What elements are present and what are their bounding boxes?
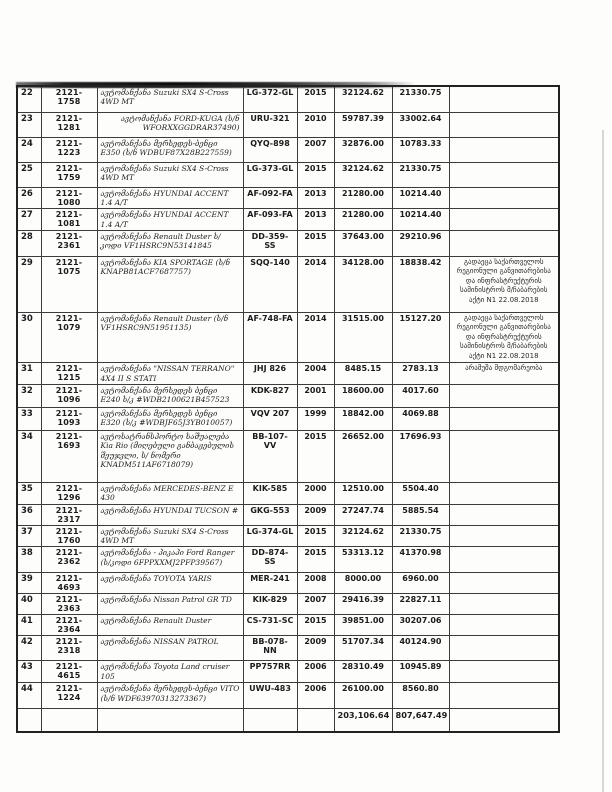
residual-value-cell: 21330.75 xyxy=(392,525,449,547)
initial-value-cell: 12510.00 xyxy=(334,482,392,504)
table-row xyxy=(17,384,559,407)
license-plate-cell: SQQ-140 xyxy=(243,257,297,313)
note-cell xyxy=(449,661,559,683)
inventory-code-cell: 2121-1760 xyxy=(41,525,97,547)
inventory-code-cell: 2121-1281 xyxy=(41,112,97,137)
year-cell: 2015 xyxy=(297,525,334,547)
year-cell: 2006 xyxy=(297,661,334,683)
initial-value-cell: 32124.62 xyxy=(334,525,392,547)
row-number-cell: 22 xyxy=(17,86,41,112)
table-row xyxy=(17,547,559,573)
initial-value-cell: 51707.34 xyxy=(334,636,392,661)
year-cell: 1999 xyxy=(297,407,334,430)
inventory-code-cell: 2121-2362 xyxy=(41,547,97,573)
description-cell xyxy=(97,709,243,732)
table-row xyxy=(17,573,559,594)
license-plate-cell: URU-321 xyxy=(243,112,297,137)
initial-value-cell: 28310.49 xyxy=(334,661,392,683)
row-number-cell: 38 xyxy=(17,547,41,573)
note-cell xyxy=(449,504,559,525)
residual-value-cell: 15127.20 xyxy=(392,313,449,363)
initial-value-cell: 37643.00 xyxy=(334,231,392,257)
inventory-code-cell: 2121-2361 xyxy=(41,231,97,257)
residual-value-cell: 807,647.49 xyxy=(392,709,449,732)
year-cell: 2014 xyxy=(297,313,334,363)
initial-value-cell: 21280.00 xyxy=(334,209,392,231)
inventory-code-cell: 2121-1693 xyxy=(41,430,97,482)
description-cell: ავტომანქანა HYUNDAI ACCENT 1.4 A/T xyxy=(97,209,243,231)
note-cell xyxy=(449,407,559,430)
table-row xyxy=(17,187,559,209)
row-number-cell: 35 xyxy=(17,482,41,504)
year-cell: 2015 xyxy=(297,231,334,257)
note-cell xyxy=(449,187,559,209)
license-plate-cell: GKG-553 xyxy=(243,504,297,525)
residual-value-cell: 8560.80 xyxy=(392,683,449,709)
license-plate-cell: BB-107-VV xyxy=(243,430,297,482)
table-row xyxy=(17,407,559,430)
residual-value-cell: 40124.90 xyxy=(392,636,449,661)
row-number-cell: 24 xyxy=(17,137,41,162)
description-cell: ავტომანქანა Renault Duster xyxy=(97,615,243,636)
row-number-cell: 32 xyxy=(17,384,41,407)
year-cell: 2015 xyxy=(297,547,334,573)
row-number-cell: 42 xyxy=(17,636,41,661)
initial-value-cell: 59787.39 xyxy=(334,112,392,137)
note-cell: არამუშა მდგომარეობა xyxy=(449,363,559,385)
license-plate-cell: QYQ-898 xyxy=(243,137,297,162)
residual-value-cell: 5885.54 xyxy=(392,504,449,525)
note-cell xyxy=(449,482,559,504)
description-cell: ავტომანქანა MERCEDES-BENZ E 430 xyxy=(97,482,243,504)
residual-value-cell: 22827.11 xyxy=(392,594,449,615)
description-cell: ავტომანქანა მერსედეს-ბენცი E350 (ს/ნ WDBUF87X28B227559) xyxy=(97,137,243,162)
license-plate-cell: AF-748-FA xyxy=(243,313,297,363)
year-cell: 2008 xyxy=(297,573,334,594)
initial-value-cell: 26100.00 xyxy=(334,683,392,709)
note-cell xyxy=(449,594,559,615)
row-number-cell xyxy=(17,709,41,732)
initial-value-cell: 31515.00 xyxy=(334,313,392,363)
description-cell: ავტომანქანა "NISSAN TERRANO" 4X4 II S STATI xyxy=(97,363,243,385)
license-plate-cell: LG-372-GL xyxy=(243,86,297,112)
description-cell: ავტომანქანა Suzuki SX4 S-Cross 4WD MT xyxy=(97,86,243,112)
row-number-cell: 28 xyxy=(17,231,41,257)
license-plate-cell: LG-373-GL xyxy=(243,162,297,187)
residual-value-cell: 2783.13 xyxy=(392,363,449,385)
initial-value-cell: 32876.00 xyxy=(334,137,392,162)
scan-edge-artifact xyxy=(602,130,604,792)
residual-value-cell: 5504.40 xyxy=(392,482,449,504)
table-row xyxy=(17,661,559,683)
table-row xyxy=(17,313,559,363)
residual-value-cell: 41370.98 xyxy=(392,547,449,573)
table-row xyxy=(17,683,559,709)
description-cell: ავტომანქანა Nissan Patrol GR TD xyxy=(97,594,243,615)
note-cell xyxy=(449,86,559,112)
row-number-cell: 27 xyxy=(17,209,41,231)
table-row xyxy=(17,162,559,187)
residual-value-cell: 30207.06 xyxy=(392,615,449,636)
year-cell: 2009 xyxy=(297,504,334,525)
initial-value-cell: 53313.12 xyxy=(334,547,392,573)
row-number-cell: 44 xyxy=(17,683,41,709)
initial-value-cell: 8000.00 xyxy=(334,573,392,594)
license-plate-cell: KDK-827 xyxy=(243,384,297,407)
initial-value-cell: 18842.00 xyxy=(334,407,392,430)
note-cell xyxy=(449,573,559,594)
residual-value-cell: 18838.42 xyxy=(392,257,449,313)
license-plate-cell: VQV 207 xyxy=(243,407,297,430)
license-plate-cell: PP757RR xyxy=(243,661,297,683)
license-plate-cell: JHJ 826 xyxy=(243,363,297,385)
row-number-cell: 23 xyxy=(17,112,41,137)
residual-value-cell: 17696.93 xyxy=(392,430,449,482)
note-cell xyxy=(449,683,559,709)
initial-value-cell: 26652.00 xyxy=(334,430,392,482)
license-plate-cell xyxy=(243,709,297,732)
license-plate-cell: DD-874-SS xyxy=(243,547,297,573)
license-plate-cell: AF-093-FA xyxy=(243,209,297,231)
year-cell: 2015 xyxy=(297,162,334,187)
residual-value-cell: 29210.96 xyxy=(392,231,449,257)
year-cell: 2013 xyxy=(297,209,334,231)
description-cell: ავტომანქანა Renault Duster (ს/ნ VF1HSRC9N51951135) xyxy=(97,313,243,363)
table-row xyxy=(17,112,559,137)
inventory-code-cell: 2121-1758 xyxy=(41,86,97,112)
year-cell: 2001 xyxy=(297,384,334,407)
table-row xyxy=(17,482,559,504)
row-number-cell: 30 xyxy=(17,313,41,363)
initial-value-cell: 27247.74 xyxy=(334,504,392,525)
note-cell xyxy=(449,430,559,482)
table-row xyxy=(17,594,559,615)
license-plate-cell: CS-731-SC xyxy=(243,615,297,636)
note-cell xyxy=(449,112,559,137)
description-cell: ავტომანქანა NISSAN PATROL xyxy=(97,636,243,661)
note-cell xyxy=(449,231,559,257)
note-cell: გადაეცა საქართველოს რეგიონული განვითარებისა და ინფრასტრუქტურის სამინისტროს მ/ჩაბარების აქტი N1 22.08.2018 xyxy=(449,257,559,313)
initial-value-cell: 32124.62 xyxy=(334,86,392,112)
license-plate-cell: BB-078-NN xyxy=(243,636,297,661)
note-cell xyxy=(449,615,559,636)
initial-value-cell: 29416.39 xyxy=(334,594,392,615)
year-cell: 2015 xyxy=(297,615,334,636)
description-cell: ავტომანქანა მერსედეს-ბენცი VITO (ს/ნ WDF63970313273367) xyxy=(97,683,243,709)
year-cell: 2013 xyxy=(297,187,334,209)
note-cell xyxy=(449,209,559,231)
table-row xyxy=(17,636,559,661)
inventory-code-cell: 2121-2363 xyxy=(41,594,97,615)
table-row xyxy=(17,504,559,525)
description-cell: ავტომანქანა - პიკაპი Ford Ranger (ს/კოდი 6FPPXXMJ2PFP39567) xyxy=(97,547,243,573)
initial-value-cell: 18600.00 xyxy=(334,384,392,407)
initial-value-cell: 203,106.64 xyxy=(334,709,392,732)
year-cell: 2015 xyxy=(297,430,334,482)
row-number-cell: 39 xyxy=(17,573,41,594)
description-cell: ავტომანქანა Suzuki SX4 S-Cross 4WD MT xyxy=(97,162,243,187)
initial-value-cell: 8485.15 xyxy=(334,363,392,385)
license-plate-cell: LG-374-GL xyxy=(243,525,297,547)
inventory-code-cell: 2121-1075 xyxy=(41,257,97,313)
residual-value-cell: 10214.40 xyxy=(392,209,449,231)
note-cell: გადაეცა საქართველოს რეგიონული განვითარებისა და ინფრასტრუქტურის სამინისტროს მ/ჩაბარების აქტი N1 22.08.2018 xyxy=(449,313,559,363)
description-cell: ავტომანქანა Renault Duster ს/კოდი VF1HSRC9N53141845 xyxy=(97,231,243,257)
inventory-code-cell: 2121-1215 xyxy=(41,363,97,385)
description-cell: ავტომანქანა მერსედეს ბენცი E320 (ს/კ #WDBJF65J3YB010057) xyxy=(97,407,243,430)
inventory-code-cell: 2121-1223 xyxy=(41,137,97,162)
description-cell: ავტომანქანა Toyota Land cruiser 105 xyxy=(97,661,243,683)
year-cell: 2007 xyxy=(297,594,334,615)
table-row xyxy=(17,137,559,162)
table-row xyxy=(17,257,559,313)
year-cell: 2014 xyxy=(297,257,334,313)
description-cell: ავტომანქანა HYUNDAI ACCENT 1.4 A/T xyxy=(97,187,243,209)
residual-value-cell: 4017.60 xyxy=(392,384,449,407)
inventory-code-cell: 2121-1296 xyxy=(41,482,97,504)
row-number-cell: 34 xyxy=(17,430,41,482)
residual-value-cell: 10214.40 xyxy=(392,187,449,209)
year-cell: 2015 xyxy=(297,86,334,112)
inventory-code-cell: 2121-1759 xyxy=(41,162,97,187)
residual-value-cell: 6960.00 xyxy=(392,573,449,594)
row-number-cell: 41 xyxy=(17,615,41,636)
license-plate-cell: KIK-585 xyxy=(243,482,297,504)
inventory-code-cell: 2121-1079 xyxy=(41,313,97,363)
inventory-code-cell: 2121-1224 xyxy=(41,683,97,709)
description-cell: ავტომანქანა Suzuki SX4 S-Cross 4WD MT xyxy=(97,525,243,547)
row-number-cell: 33 xyxy=(17,407,41,430)
license-plate-cell: MER-241 xyxy=(243,573,297,594)
residual-value-cell: 21330.75 xyxy=(392,162,449,187)
table-row xyxy=(17,525,559,547)
residual-value-cell: 10945.89 xyxy=(392,661,449,683)
inventory-code-cell: 2121-1093 xyxy=(41,407,97,430)
table-row xyxy=(17,430,559,482)
year-cell: 2004 xyxy=(297,363,334,385)
initial-value-cell: 21280.00 xyxy=(334,187,392,209)
year-cell: 2000 xyxy=(297,482,334,504)
note-cell xyxy=(449,525,559,547)
table-row xyxy=(17,209,559,231)
note-cell xyxy=(449,709,559,732)
row-number-cell: 29 xyxy=(17,257,41,313)
row-number-cell: 31 xyxy=(17,363,41,385)
residual-value-cell: 21330.75 xyxy=(392,86,449,112)
inventory-code-cell: 2121-4615 xyxy=(41,661,97,683)
row-number-cell: 40 xyxy=(17,594,41,615)
table-row xyxy=(17,231,559,257)
inventory-code-cell xyxy=(41,709,97,732)
description-cell: ავტომანქანა FORD-KUGA (ს/ნ WFORXXGGDRAR37490) xyxy=(97,112,243,137)
license-plate-cell: AF-092-FA xyxy=(243,187,297,209)
row-number-cell: 36 xyxy=(17,504,41,525)
note-cell xyxy=(449,162,559,187)
inventory-code-cell: 2121-1096 xyxy=(41,384,97,407)
description-cell: ავტომანქანა KIA SPORTAGE (ს/ნ KNAPB81ACF7687757) xyxy=(97,257,243,313)
inventory-code-cell: 2121-2364 xyxy=(41,615,97,636)
license-plate-cell: KIK-829 xyxy=(243,594,297,615)
description-cell: ავტომანქანა TOYOTA YARIS xyxy=(97,573,243,594)
table-row xyxy=(17,615,559,636)
note-cell xyxy=(449,547,559,573)
year-cell: 2010 xyxy=(297,112,334,137)
initial-value-cell: 39851.00 xyxy=(334,615,392,636)
year-cell: 2009 xyxy=(297,636,334,661)
inventory-code-cell: 2121-2318 xyxy=(41,636,97,661)
license-plate-cell: DD-359-SS xyxy=(243,231,297,257)
license-plate-cell: UWU-483 xyxy=(243,683,297,709)
row-number-cell: 37 xyxy=(17,525,41,547)
note-cell xyxy=(449,384,559,407)
row-number-cell: 26 xyxy=(17,187,41,209)
table-row xyxy=(17,363,559,385)
row-number-cell: 25 xyxy=(17,162,41,187)
initial-value-cell: 32124.62 xyxy=(334,162,392,187)
vehicle-table-body xyxy=(17,86,559,732)
residual-value-cell: 4069.88 xyxy=(392,407,449,430)
residual-value-cell: 33002.64 xyxy=(392,112,449,137)
inventory-code-cell: 2121-1080 xyxy=(41,187,97,209)
note-cell xyxy=(449,137,559,162)
year-cell: 2006 xyxy=(297,683,334,709)
inventory-code-cell: 2121-2317 xyxy=(41,504,97,525)
inventory-code-cell: 2121-4693 xyxy=(41,573,97,594)
description-cell: ავტომანქანა HYUNDAI TUCSON # xyxy=(97,504,243,525)
description-cell: ავტომანქანა მერსედეს ბენცი E240 ს/კ #WDB2100621B457523 xyxy=(97,384,243,407)
inventory-code-cell: 2121-1081 xyxy=(41,209,97,231)
table-row xyxy=(17,86,559,112)
note-cell xyxy=(449,636,559,661)
residual-value-cell: 10783.33 xyxy=(392,137,449,162)
description-cell: ავტოსატრანსპორტო საშუალება Kia Rio (მიღებული განბაჟებულის შეუჯვლი, ს/ ნომერი KNADM511AF6718079) xyxy=(97,430,243,482)
year-cell: 2007 xyxy=(297,137,334,162)
year-cell xyxy=(297,709,334,732)
row-number-cell: 43 xyxy=(17,661,41,683)
initial-value-cell: 34128.00 xyxy=(334,257,392,313)
totals-row xyxy=(17,709,559,732)
vehicle-inventory-table xyxy=(16,85,560,733)
